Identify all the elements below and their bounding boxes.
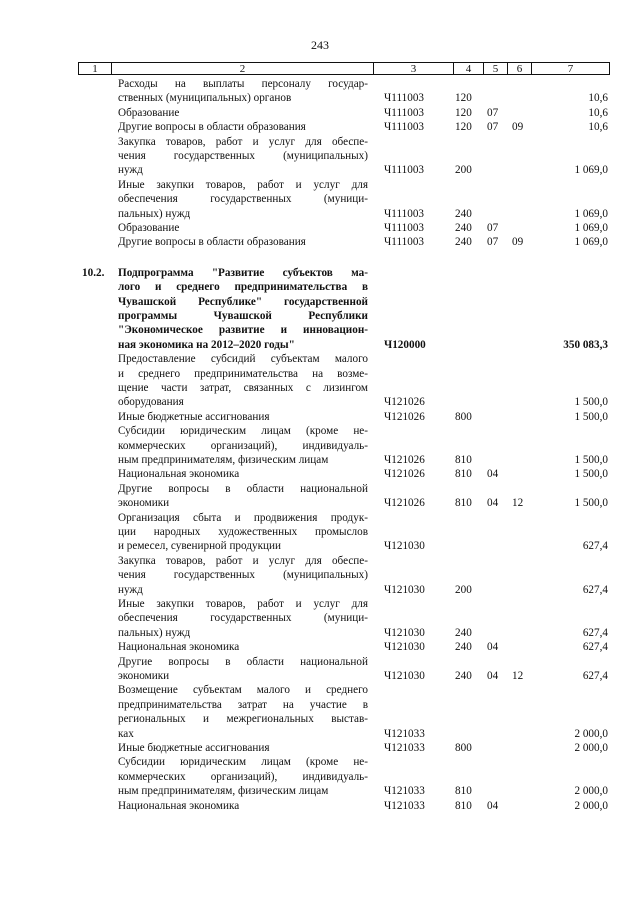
row-name-line: Другие вопросы в области национальной (118, 655, 368, 668)
row-name-line: Образование (118, 222, 180, 234)
row-number: 10.2. (82, 266, 105, 279)
row-name-line: Иные бюджетные ассигнования (118, 742, 270, 754)
row-section: 07 (487, 222, 499, 234)
row-expense-type: 810 (455, 497, 472, 510)
row-code: Ч121030 (384, 540, 425, 553)
row-name (118, 655, 368, 684)
row-name-line: нужд (118, 583, 143, 596)
row-amount: 1 500,0 (574, 497, 608, 510)
row-code: Ч121026 (384, 497, 425, 510)
row-amount: 627,4 (582, 626, 608, 639)
row-name (118, 352, 368, 410)
row-amount: 10,6 (588, 106, 608, 119)
row-name-line: Чувашской Республике" государственной (118, 295, 368, 308)
row-name (118, 482, 368, 511)
row-name-line: чения государственных (муниципальных) (118, 150, 368, 162)
row-name-line: и ремесел, сувенирной продукции (118, 540, 281, 553)
row-name-line: Другие вопросы в области образования (118, 121, 306, 134)
row-amount: 2 000,0 (574, 799, 608, 812)
row-amount: 627,4 (582, 583, 608, 596)
row-subsection: 09 (512, 121, 524, 134)
row-amount: 627,4 (582, 540, 608, 553)
row-name (118, 178, 368, 221)
row-name-line: ции народных художественных промыслов (118, 526, 368, 538)
row-name-line: Расходы на выплаты персоналу государ- (118, 78, 368, 90)
row-name-line: Закупка товаров, работ и услуг для обеспе- (118, 554, 368, 567)
row-name-line: и среднего предпринимательства на возме- (118, 367, 368, 380)
row-amount: 1 500,0 (574, 396, 608, 409)
row-section: 04 (487, 669, 499, 682)
row-subsection: 12 (512, 497, 524, 510)
row-code: Ч121026 (384, 468, 425, 481)
row-subsection: 12 (512, 669, 524, 682)
header-col-5: 5 (483, 63, 507, 75)
row-name-line: нужд (118, 164, 143, 177)
row-amount: 1 069,0 (574, 236, 608, 249)
row-name-line: лого и среднего предпринимательства в (118, 281, 368, 294)
row-name-line: Другие вопросы в области национальной (118, 482, 368, 495)
row-name (118, 640, 368, 654)
row-name (118, 235, 368, 249)
row-expense-type: 810 (455, 785, 472, 798)
row-code: Ч111003 (384, 236, 425, 249)
row-amount: 10,6 (588, 92, 608, 105)
row-name (118, 554, 368, 597)
row-name-line: Возмещение субъектам малого и среднего (118, 684, 368, 697)
row-name-line: Подпрограмма "Развитие субъектов ма- (118, 266, 368, 279)
row-amount: 10,6 (588, 121, 608, 134)
row-name (118, 683, 368, 741)
page-number: 243 (311, 38, 329, 52)
row-name (118, 135, 368, 178)
row-name-line: обеспечения государственных (муници- (118, 193, 368, 206)
row-amount: 2 000,0 (574, 742, 608, 754)
row-name (118, 741, 368, 755)
row-expense-type: 240 (455, 222, 472, 234)
row-name (118, 467, 368, 481)
row-code: Ч111003 (384, 164, 425, 177)
header-col-2: 2 (111, 63, 373, 75)
row-expense-type: 240 (455, 626, 472, 639)
row-amount: 627,4 (582, 641, 608, 654)
row-amount: 627,4 (582, 669, 608, 682)
row-amount: 1 069,0 (574, 222, 608, 234)
row-section: 07 (487, 106, 499, 119)
row-name-line: Организация сбыта и продвижения продук- (118, 511, 368, 524)
row-expense-type: 240 (455, 669, 472, 682)
row-name-line: Субсидии юридическим лицам (кроме не- (118, 425, 368, 438)
row-amount: 1 069,0 (574, 164, 608, 177)
row-name-line: предпринимательства затрат на участие в (118, 698, 368, 711)
row-name (118, 410, 368, 424)
row-subsection: 09 (512, 236, 524, 249)
row-name-line: региональных и межрегиональных выстав- (118, 713, 368, 726)
row-name-line: коммерческих организаций), индивидуаль- (118, 439, 368, 452)
row-section: 04 (487, 468, 499, 481)
row-name-line: пальных) нужд (118, 626, 191, 639)
row-name-line: экономики (118, 497, 170, 510)
row-expense-type: 810 (455, 799, 472, 812)
row-expense-type: 200 (455, 164, 472, 177)
row-name-line: ная экономика на 2012–2020 годы" (118, 338, 295, 351)
row-name (118, 799, 368, 813)
row-code: Ч111003 (384, 106, 425, 119)
row-expense-type: 800 (455, 410, 472, 423)
row-name-line: ках (118, 727, 134, 740)
row-code: Ч121033 (384, 742, 425, 754)
row-name-line: Иные бюджетные ассигнования (118, 410, 270, 423)
row-code: Ч111003 (384, 222, 425, 234)
row-amount: 1 500,0 (574, 453, 608, 466)
row-name-line: чения государственных (муниципальных) (118, 569, 368, 582)
row-amount: 1 500,0 (574, 468, 608, 481)
row-code: Ч111003 (384, 207, 425, 220)
row-name-line: Закупка товаров, работ и услуг для обеспе- (118, 135, 368, 148)
row-name-line: ным предпринимателям, физическим лицам (118, 454, 329, 466)
row-expense-type: 240 (455, 236, 472, 249)
row-expense-type: 200 (455, 583, 472, 596)
row-name-line: экономики (118, 670, 170, 682)
table-header (78, 62, 610, 75)
row-code: Ч111003 (384, 92, 425, 105)
row-expense-type: 810 (455, 453, 472, 466)
row-expense-type: 800 (455, 742, 472, 754)
row-name-line: Иные закупки товаров, работ и услуг для (118, 178, 368, 191)
row-expense-type: 240 (455, 207, 472, 220)
row-code: Ч121030 (384, 626, 425, 639)
row-code: Ч121033 (384, 785, 425, 798)
row-expense-type: 120 (455, 106, 472, 119)
row-code: Ч120000 (384, 338, 426, 351)
row-code: Ч121026 (384, 410, 425, 423)
row-section: 04 (487, 799, 499, 812)
row-code: Ч121033 (384, 799, 425, 812)
header-col-7: 7 (531, 63, 609, 75)
row-amount: 2 000,0 (574, 785, 608, 798)
row-name-line: Национальная экономика (118, 641, 240, 654)
row-name (118, 755, 368, 798)
row-amount: 350 083,3 (563, 338, 608, 351)
row-name (118, 597, 368, 640)
row-code: Ч121030 (384, 583, 425, 596)
row-name-line: ственных (муниципальных) органов (118, 92, 292, 105)
row-name-line: программы Чувашской Республики (118, 310, 368, 323)
row-name-line: пальных) нужд (118, 207, 191, 220)
row-code: Ч111003 (384, 121, 425, 134)
row-name-line: Другие вопросы в области образования (118, 236, 306, 249)
row-name-line: Национальная экономика (118, 799, 240, 812)
row-section: 04 (487, 497, 499, 510)
row-name-line: ным предпринимателям, физическим лицам (118, 785, 329, 798)
row-expense-type: 120 (455, 121, 472, 134)
row-name (118, 424, 368, 467)
row-name-line: оборудования (118, 396, 184, 409)
row-name-line: Субсидии юридическим лицам (кроме не- (118, 756, 368, 769)
header-col-3: 3 (373, 63, 453, 75)
row-code: Ч121030 (384, 641, 425, 654)
row-code: Ч121026 (384, 396, 425, 409)
row-name-line: обеспечения государственных (муници- (118, 612, 368, 625)
row-name (118, 266, 368, 352)
header-col-1: 1 (92, 63, 98, 75)
row-name-line: щение части затрат, связанных с лизингом (118, 382, 368, 394)
header-col-4: 4 (453, 63, 483, 75)
row-name-line: коммерческих организаций), индивидуаль- (118, 770, 368, 783)
row-section: 04 (487, 641, 499, 654)
row-amount: 1 069,0 (574, 207, 608, 220)
row-name-line: Предоставление субсидий субъектам малого (118, 353, 368, 366)
header-col-6: 6 (507, 63, 531, 75)
row-name-line: "Экономическое развитие и инновацион- (118, 324, 368, 337)
row-code: Ч121026 (384, 453, 425, 466)
row-name-line: Образование (118, 106, 180, 119)
row-expense-type: 810 (455, 468, 472, 481)
row-expense-type: 120 (455, 92, 472, 105)
row-name (118, 77, 368, 106)
row-name (118, 120, 368, 134)
row-section: 07 (487, 236, 499, 249)
row-name (118, 106, 368, 120)
row-expense-type: 240 (455, 641, 472, 654)
row-code: Ч121030 (384, 669, 425, 682)
row-amount: 2 000,0 (574, 727, 608, 740)
row-name (118, 511, 368, 554)
row-name-line: Национальная экономика (118, 468, 240, 481)
row-name (118, 221, 368, 235)
row-section: 07 (487, 121, 499, 134)
row-name-line: Иные закупки товаров, работ и услуг для (118, 598, 368, 610)
row-amount: 1 500,0 (574, 410, 608, 423)
row-code: Ч121033 (384, 727, 425, 740)
